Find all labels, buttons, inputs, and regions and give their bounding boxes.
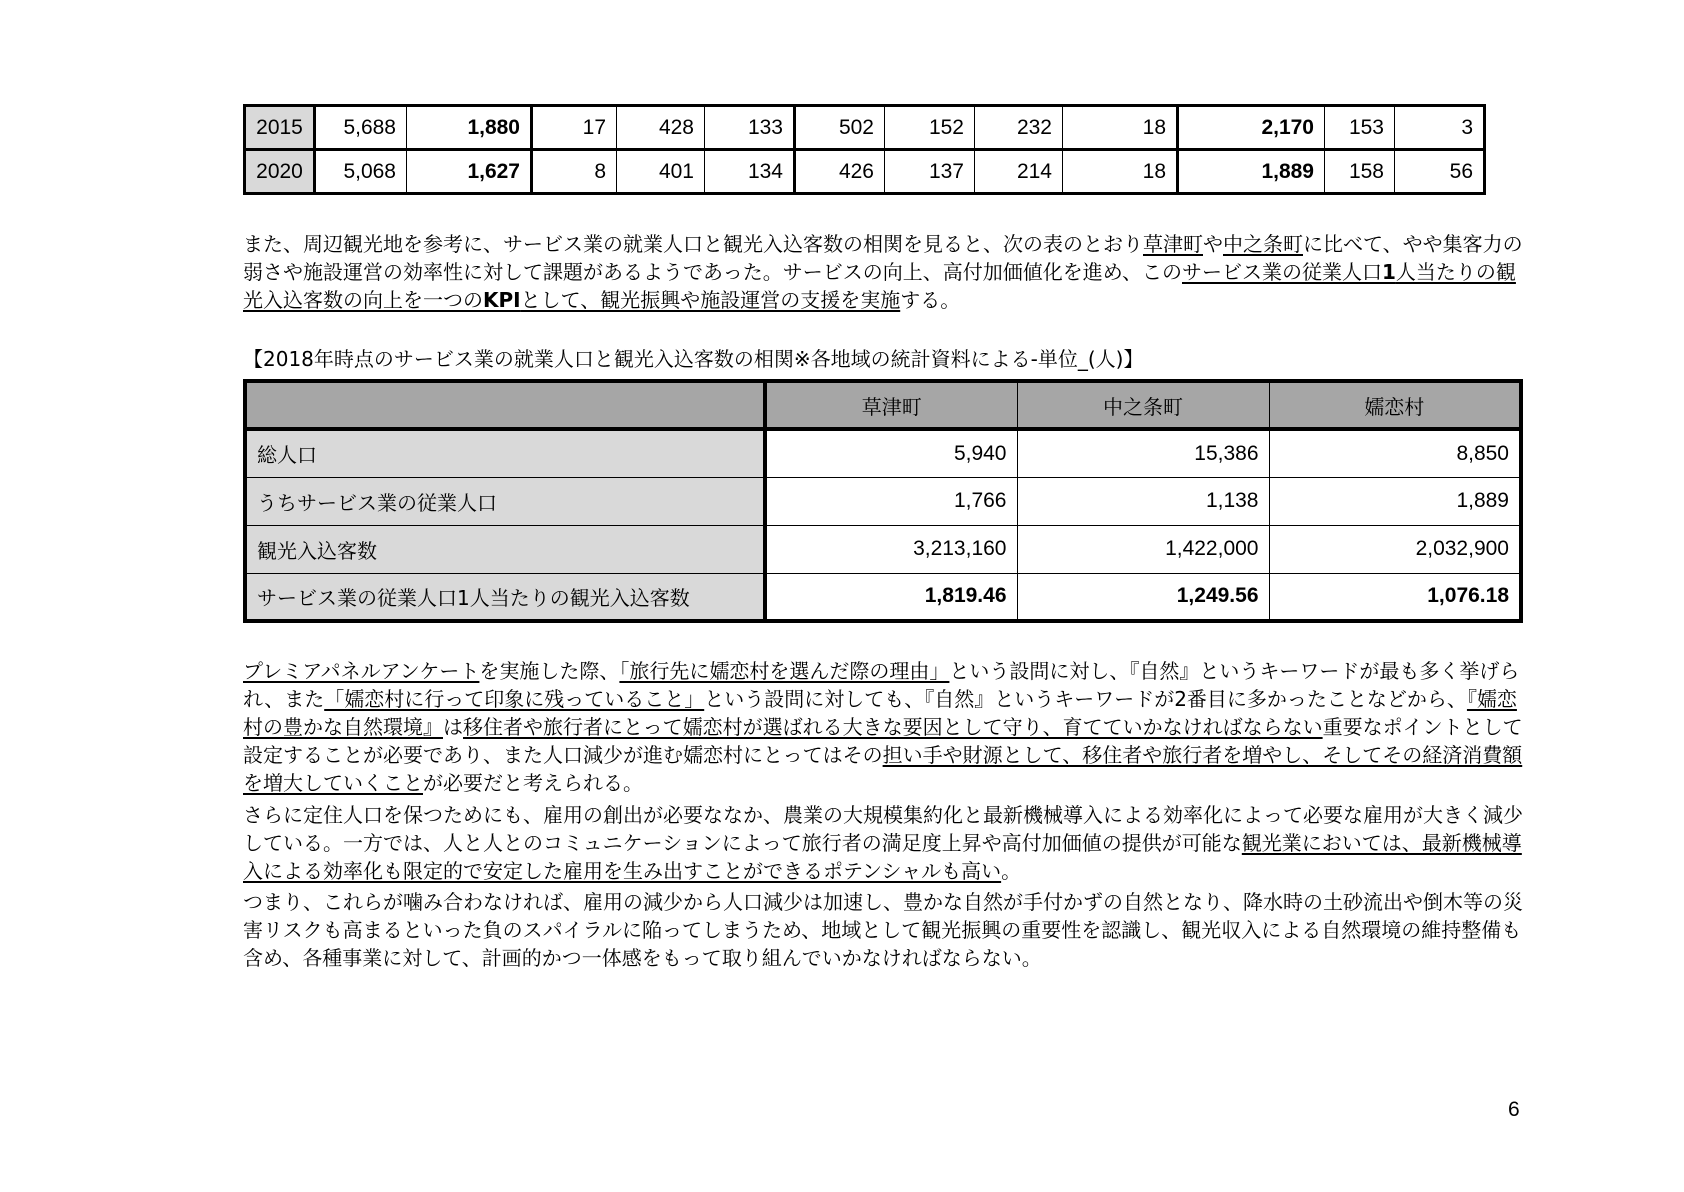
table-cell: 137 <box>885 150 975 194</box>
table-cell: 1,889 <box>1269 477 1521 525</box>
table-cell: 134 <box>705 150 795 194</box>
table-row <box>245 525 1521 573</box>
row-label: うちサービス業の従業人口 <box>245 477 765 525</box>
table-cell: 1,138 <box>1017 477 1269 525</box>
table-cell: 401 <box>617 150 705 194</box>
row-label: 総人口 <box>245 429 765 477</box>
table-cell: 153 <box>1325 106 1395 150</box>
table-cell: 5,940 <box>765 429 1017 477</box>
survey-paragraph: プレミアパネルアンケートを実施した際、「旅行先に嬬恋村を選んだ際の理由」という設問に対し、『自然』というキーワードが最も多く挙げられ、また「嬬恋村に行って印象に残っていること」という設問に対しても、『自然』というキーワードが2番目に多かったことなどから、『嬬恋村の豊かな自然環境』は移住者や旅行者にとって嬬恋村が選ばれる大きな要因として守り、育てていかなければならない重要なポイントとして設定することが必要であり、また人口減少が進む嬬恋村にとってはその担い手や財源として、移住者や旅行者を増やし、そしてその経済消費額を増大していくことが必要だと考えられる。 <box>243 659 1523 795</box>
table-cell: 1,627 <box>407 150 532 194</box>
table-cell: 5,688 <box>315 106 407 150</box>
population-by-year-table <box>243 104 1486 195</box>
row-label: サービス業の従業人口1人当たりの観光入込客数 <box>245 573 765 621</box>
table-cell: 1,249.56 <box>1017 573 1269 621</box>
header-cell-empty <box>245 381 765 429</box>
table-cell: 1,766 <box>765 477 1017 525</box>
table-cell: 232 <box>975 106 1063 150</box>
table-cell: 1,880 <box>407 106 532 150</box>
header-kusatsu: 草津町 <box>765 381 1017 429</box>
conclusion-paragraph: つまり、これらが噛み合わなければ、雇用の減少から人口減少は加速し、豊かな自然が手付かずの自然となり、降水時の土砂流出や倒木等の災害リスクも高まるといった負のスパイラルに陥ってしまうため、地域として観光振興の重要性を認識し、観光収入による自然環境の維持整備も含め、各種事業に対して、計画的かつ一体感をもって取り組んでいかなければならない。 <box>243 890 1523 970</box>
table-cell: 2,032,900 <box>1269 525 1521 573</box>
table-row <box>245 106 1485 150</box>
table-row <box>245 573 1521 621</box>
table-cell: 1,076.18 <box>1269 573 1521 621</box>
table-cell: 2,170 <box>1178 106 1325 150</box>
employment-paragraph: さらに定住人口を保つためにも、雇用の創出が必要ななか、農業の大規模集約化と最新機械導入による効率化によって必要な雇用が大きく減少している。一方では、人と人とのコミュニケーションによって旅行者の満足度上昇や高付加価値の提供が可能な観光業においては、最新機械導入による効率化も限定的で安定した雇用を生み出すことができるポテンシャルも高い。 <box>243 803 1523 883</box>
table-cell: 18 <box>1063 150 1178 194</box>
table-cell: 214 <box>975 150 1063 194</box>
year-cell: 2015 <box>245 106 315 150</box>
table-row <box>245 477 1521 525</box>
table-cell: 56 <box>1395 150 1485 194</box>
header-nakanojo: 中之条町 <box>1017 381 1269 429</box>
page-number: 6 <box>1508 1098 1520 1121</box>
table-row <box>245 150 1485 194</box>
table-header-row <box>245 381 1521 429</box>
table-cell: 3 <box>1395 106 1485 150</box>
row-label: 観光入込客数 <box>245 525 765 573</box>
table-cell: 18 <box>1063 106 1178 150</box>
kpi-paragraph: また、周辺観光地を参考に、サービス業の就業人口と観光入込客数の相関を見ると、次の表のとおり草津町や中之条町に比べて、やや集客力の弱さや施設運営の効率性に対して課題があるようであった。サービスの向上、高付加価値化を進め、このサービス業の従業人口1人当たりの観光入込客数の向上を一つのKPIとして、観光振興や施設運営の支援を実施する。 <box>243 232 1523 312</box>
table-cell: 1,819.46 <box>765 573 1017 621</box>
table-cell: 158 <box>1325 150 1395 194</box>
table-cell: 5,068 <box>315 150 407 194</box>
header-tsumagoi: 嬬恋村 <box>1269 381 1521 429</box>
table-cell: 502 <box>795 106 885 150</box>
table-cell: 426 <box>795 150 885 194</box>
table-cell: 133 <box>705 106 795 150</box>
table-cell: 428 <box>617 106 705 150</box>
table-cell: 152 <box>885 106 975 150</box>
year-cell: 2020 <box>245 150 315 194</box>
table-cell: 17 <box>532 106 617 150</box>
service-tourism-correlation-table <box>243 379 1523 623</box>
table-cell: 1,889 <box>1178 150 1325 194</box>
table-row <box>245 429 1521 477</box>
table-caption: 【2018年時点のサービス業の就業人口と観光入込客数の相関※各地域の統計資料による-単位_(人)】 <box>243 347 1144 371</box>
table-cell: 8,850 <box>1269 429 1521 477</box>
table-cell: 3,213,160 <box>765 525 1017 573</box>
table-cell: 8 <box>532 150 617 194</box>
table-cell: 1,422,000 <box>1017 525 1269 573</box>
table-cell: 15,386 <box>1017 429 1269 477</box>
